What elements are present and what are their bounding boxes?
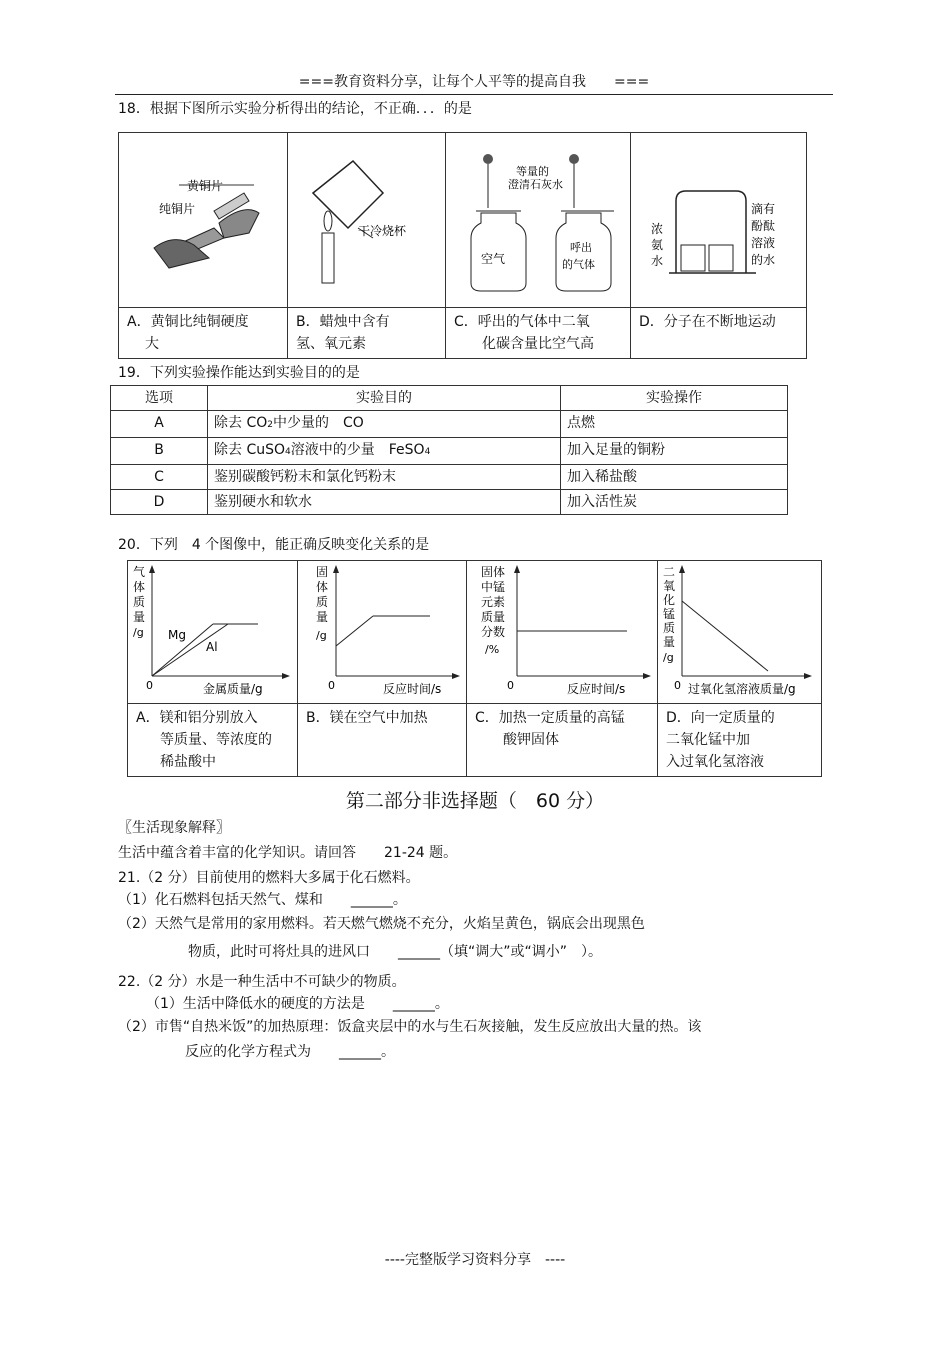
page-header: ===教育资料分享，让每个人平等的提高自我 === <box>115 70 833 95</box>
table-row <box>111 490 788 515</box>
row-goal: 鉴别碳酸钙粉末和氯化钙粉末 <box>208 465 561 490</box>
goal-subscript: 4 <box>424 447 431 457</box>
y-label: /% <box>485 643 500 656</box>
option-line: C．加热一定质量的高锰 <box>475 710 625 726</box>
q20-graph-a <box>128 561 298 704</box>
q21-part2: （2）天然气是常用的家用燃料。若天燃气燃烧不充分，火焰呈黄色，锅底会出现黑色 <box>118 916 645 932</box>
option-line: 二氧化锰中加 <box>666 732 750 748</box>
q18-figure-c <box>446 133 631 308</box>
pure-copper-label: 纯铜片 <box>159 202 196 216</box>
row-goal: 鉴别硬水和软水 <box>208 490 561 515</box>
candle-figure <box>288 133 445 303</box>
q18-figure-d <box>631 133 807 308</box>
ammonia-label-3: 水 <box>651 254 664 268</box>
option-line: 大 <box>145 336 159 352</box>
ammonia-figure <box>631 133 806 303</box>
y-label: /g <box>663 651 674 664</box>
y-label: 量 <box>316 610 329 624</box>
y-label: /g <box>316 629 327 642</box>
y-label: 化 <box>663 593 676 607</box>
row-goal <box>208 411 561 438</box>
row-operation: 加入足量的铜粉 <box>561 438 788 465</box>
table-row <box>111 438 788 465</box>
y-label: 二 <box>663 565 676 579</box>
graph-a <box>128 561 297 699</box>
graph-b <box>298 561 466 699</box>
phenol-label-2: 酚酞 <box>751 219 776 233</box>
option-line: 化碳含量比空气高 <box>482 336 594 352</box>
phenol-label-1: 滴有 <box>751 202 776 216</box>
origin-label: 0 <box>674 679 681 692</box>
y-label: 固 <box>316 565 329 579</box>
q18-option-d <box>631 308 807 359</box>
row-option: D <box>111 490 208 515</box>
q18-table <box>118 132 807 359</box>
dry-beaker-label: 干冷烧杯 <box>358 224 407 238</box>
y-label: 中锰 <box>481 580 506 594</box>
goal-text: 溶液中的少量 FeSO <box>290 442 425 458</box>
option-line: A．镁和铝分别放入 <box>136 710 258 726</box>
exhaled-label-2: 的气体 <box>562 258 595 271</box>
q21-part1: （1）化石燃料包括天然气、煤和 ______。 <box>118 892 407 908</box>
q20-graph-b <box>298 561 467 704</box>
q18-option-c <box>446 308 631 359</box>
y-label: 分数 <box>481 625 506 639</box>
part2-title: 第二部分非选择题（ 60 分） <box>345 790 605 812</box>
q20-option-a <box>128 704 298 777</box>
y-label: 质 <box>663 621 676 635</box>
q20-graph-d <box>658 561 822 704</box>
page-footer: ----完整版学习资料分享 ---- <box>384 1252 566 1268</box>
col-header-option: 选项 <box>111 386 208 411</box>
option-line: B．蜡烛中含有 <box>296 314 390 330</box>
y-label: 氧 <box>663 579 676 593</box>
air-label: 空气 <box>481 252 506 266</box>
row-operation: 点燃 <box>561 411 788 438</box>
y-label: 质量 <box>481 610 506 624</box>
ammonia-label-2: 氨 <box>651 238 664 252</box>
q19-table <box>110 385 788 515</box>
row-option: B <box>111 438 208 465</box>
option-line: B．镁在空气中加热 <box>306 710 428 726</box>
y-label: 气 <box>133 565 146 579</box>
brass-scratch-figure <box>119 133 287 303</box>
q20-graph-c <box>467 561 658 704</box>
q22-part2-cont: 反应的化学方程式为 ______。 <box>185 1044 395 1060</box>
equal-amount-label: 等量的 <box>516 165 549 178</box>
option-line: A．黄铜比纯铜硬度 <box>127 314 249 330</box>
q18-figure-a <box>119 133 288 308</box>
q20-stem: 20．下列 4 个图像中，能正确反映变化关系的是 <box>118 537 430 553</box>
table-row <box>111 465 788 490</box>
origin-label: 0 <box>146 679 153 692</box>
q19-stem: 19．下列实验操作能达到实验目的的是 <box>118 365 360 381</box>
y-label: 量 <box>663 635 676 649</box>
q22-part2: （2）市售“自热米饭”的加热原理：饭盒夹层中的水与生石灰接触，发生反应放出大量的热。该 <box>118 1019 702 1035</box>
q22-stem: 22.（2 分）水是一种生活中不可缺少的物质。 <box>118 974 406 990</box>
option-line: C．呼出的气体中二氧 <box>454 314 590 330</box>
q18-option-a <box>119 308 288 359</box>
x-label: 金属质量/g <box>203 682 263 696</box>
origin-label: 0 <box>507 679 514 692</box>
row-option: C <box>111 465 208 490</box>
y-label: 元素 <box>481 595 506 609</box>
q20-option-d <box>658 704 822 777</box>
q21-stem: 21.（2 分）目前使用的燃料大多属于化石燃料。 <box>118 870 420 886</box>
y-label: 量 <box>133 610 146 624</box>
row-operation: 加入稀盐酸 <box>561 465 788 490</box>
y-label: 体 <box>133 580 146 594</box>
q21-part2-cont: 物质，此时可将灶具的进风口 ______（填“调大”或“调小” ）。 <box>188 944 603 960</box>
x-label: 反应时间/s <box>567 682 626 696</box>
mg-label: Mg <box>168 628 186 642</box>
y-label: 锰 <box>663 607 676 621</box>
row-goal <box>208 438 561 465</box>
exhaled-label-1: 呼出 <box>570 241 592 254</box>
brass-label: 黄铜片 <box>187 179 224 193</box>
goal-text: 中少量的 CO <box>272 415 364 431</box>
col-header-goal: 实验目的 <box>208 386 561 411</box>
goal-subscript: 2 <box>267 420 273 430</box>
y-label: 质 <box>133 595 146 609</box>
phenol-label-3: 溶液 <box>751 236 776 250</box>
row-operation: 加入活性炭 <box>561 490 788 515</box>
phenol-label-4: 的水 <box>751 253 776 267</box>
option-line: 入过氧化氢溶液 <box>666 754 764 770</box>
q18-option-b <box>288 308 446 359</box>
origin-label: 0 <box>328 679 335 692</box>
col-header-operation: 实验操作 <box>561 386 788 411</box>
q20-table <box>127 560 822 777</box>
section-heading: 〖生活现象解释〗 <box>118 820 230 836</box>
option-line: D．向一定质量的 <box>666 710 775 726</box>
x-label: 过氧化氢溶液质量/g <box>688 682 796 696</box>
goal-text: 除去 CO <box>214 415 268 431</box>
option-line: 等质量、等浓度的 <box>160 732 272 748</box>
y-label: /g <box>133 626 144 639</box>
option-line: D．分子在不断地运动 <box>639 314 776 330</box>
ammonia-label-1: 浓 <box>651 222 664 236</box>
option-line: 氢、氧元素 <box>296 336 366 352</box>
part2-intro: 生活中蕴含着丰富的化学知识。请回答 21-24 题。 <box>118 845 458 861</box>
option-line: 稀盐酸中 <box>160 754 216 770</box>
graph-d <box>658 561 821 699</box>
y-label: 固体 <box>481 565 506 579</box>
q18-figure-b <box>288 133 446 308</box>
table-row <box>111 411 788 438</box>
limewater-label: 澄清石灰水 <box>508 178 563 191</box>
y-label: 体 <box>316 580 329 594</box>
breath-figure <box>446 133 630 303</box>
al-label: Al <box>206 640 218 654</box>
y-label: 质 <box>316 595 329 609</box>
q20-option-b <box>298 704 467 777</box>
row-option: A <box>111 411 208 438</box>
q22-part1: （1）生活中降低水的硬度的方法是 ______。 <box>146 996 449 1012</box>
q20-option-c <box>467 704 658 777</box>
option-line: 酸钾固体 <box>503 732 559 748</box>
graph-c <box>467 561 657 699</box>
q18-stem: 18．根据下图所示实验分析得出的结论，不正确．．．的是 <box>118 101 472 117</box>
goal-text: 除去 CuSO <box>214 442 286 458</box>
goal-subscript: 4 <box>285 447 291 457</box>
x-label: 反应时间/s <box>383 682 442 696</box>
